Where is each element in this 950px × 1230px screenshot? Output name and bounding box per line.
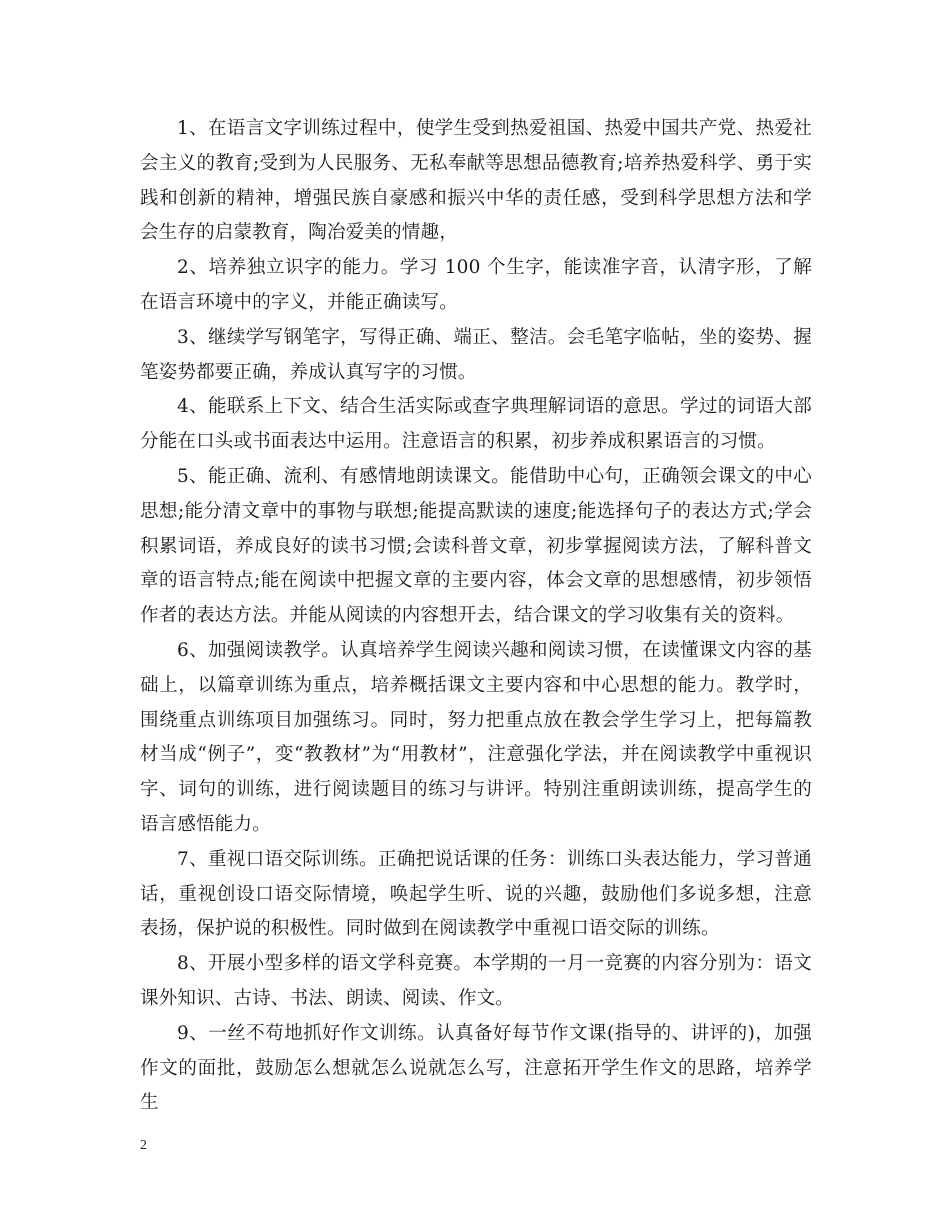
paragraph-8: 8、开展小型多样的语文学科竞赛。本学期的一月一竞赛的内容分别为：语文课外知识、古诗、书法、朗读、阅读、作文。 (140, 953, 812, 1009)
paragraph-6: 6、加强阅读教学。认真培养学生阅读兴趣和阅读习惯，在读懂课文内容的基础上，以篇章训练为重点，培养概括课文主要内容和中心思想的能力。教学时，围绕重点训练项目加强练习。同时，努力把重点放在教会学生学习上，把每篇教材当成“例子”，变“教教材”为“用教材”，注意强化学法，并在阅读教学中重视识字、词句的训练，进行阅读题目的练习与讲评。特别注重朗读训练，提高学生的语言感悟能力。 (140, 639, 812, 835)
paragraph-1: 1、在语言文字训练过程中，使学生受到热爱祖国、热爱中国共产党、热爱社会主义的教育;受到为人民服务、无私奉献等思想品德教育;培养热爱科学、勇于实践和创新的精神，增强民族自豪感和振兴中华的责任感，受到科学思想方法和学会生存的启蒙教育，陶冶爱美的情趣， (140, 118, 812, 244)
document-body (140, 112, 812, 1121)
paragraph-4: 4、能联系上下文、结合生活实际或查字典理解词语的意思。学过的词语大部分能在口头或书面表达中运用。注意语言的积累，初步养成积累语言的习惯。 (140, 396, 812, 453)
paragraph-2: 2、培养独立识字的能力。学习 100 个生字，能读准字音，认清字形，了解在语言环境中的字义，并能正确读写。 (140, 257, 812, 313)
paragraph-9: 9、一丝不苟地抓好作文训练。认真备好每节作文课(指导的、讲评的)，加强作文的面批，鼓励怎么想就怎么说就怎么写，注意拓开学生作文的思路，培养学生 (140, 1022, 812, 1114)
page-number: 2 (140, 1138, 147, 1153)
paragraph-7: 7、重视口语交际训练。正确把说话课的任务：训练口头表达能力，学习普通话，重视创设口语交际情境，唤起学生听、说的兴趣，鼓励他们多说多想，注意表扬，保护说的积极性。同时做到在阅读教学中重视口语交际的训练。 (140, 848, 812, 940)
paragraph-3: 3、继续学写钢笔字，写得正确、端正、整洁。会毛笔字临帖，坐的姿势、握笔姿势都要正确，养成认真写字的习惯。 (140, 326, 812, 383)
paragraph-5: 5、能正确、流利、有感情地朗读课文。能借助中心句，正确领会课文的中心思想;能分清文章中的事物与联想;能提高默读的速度;能选择句子的表达方式;学会积累词语，养成良好的读书习惯;会读科普文章，初步掌握阅读方法，了解科普文章的语言特点;能在阅读中把握文章的主要内容，体会文章的思想感情，初步领悟作者的表达方法。并能从阅读的内容想开去，结合课文的学习收集有关的资料。 (140, 465, 812, 627)
